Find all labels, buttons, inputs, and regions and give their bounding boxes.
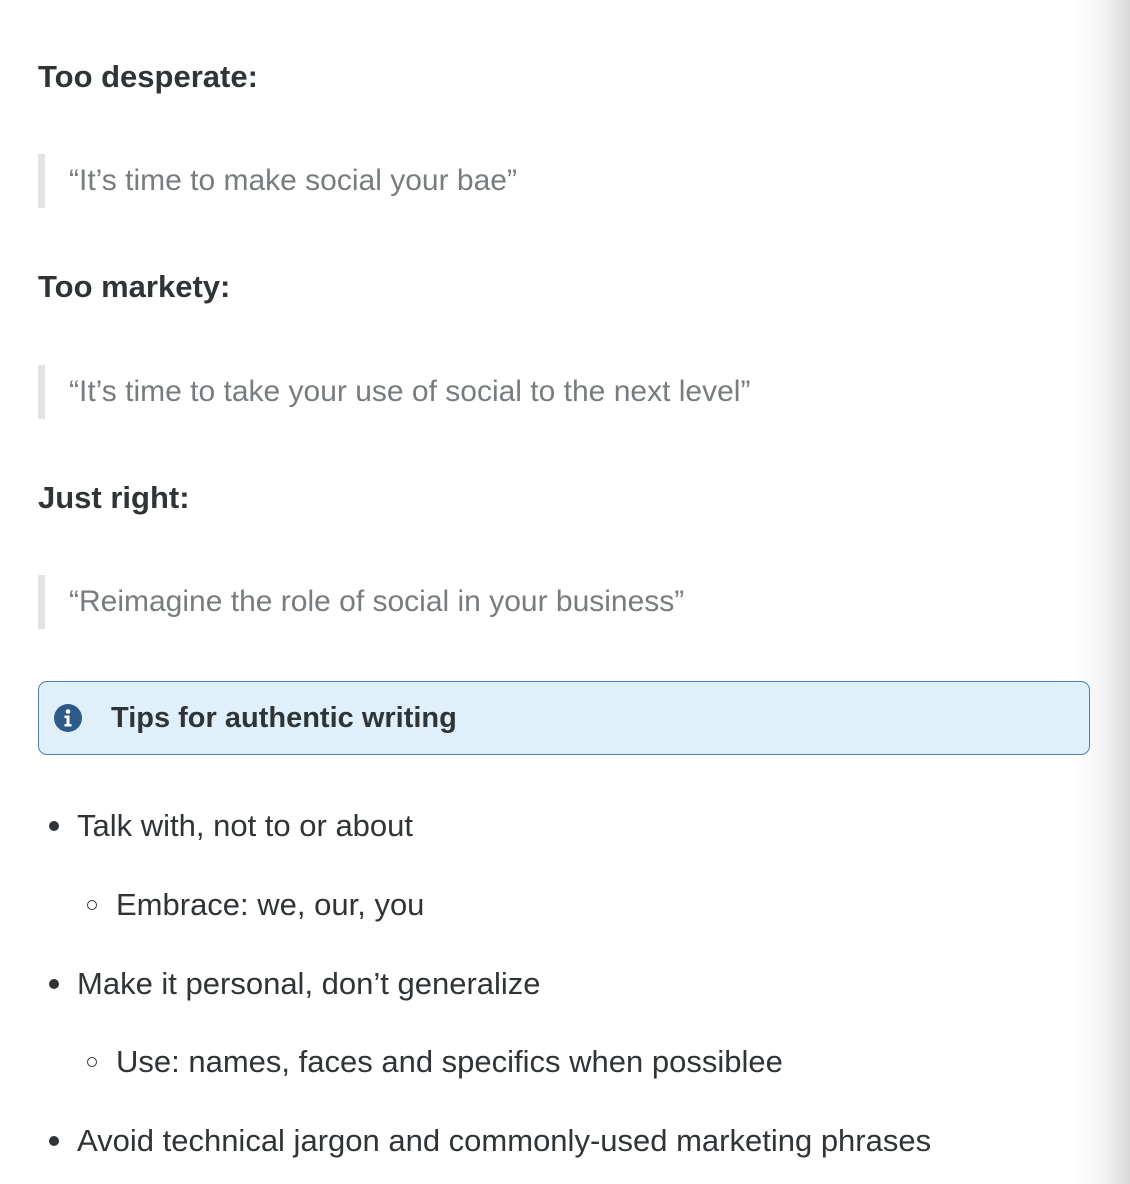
- page-edge-shadow: [1072, 0, 1130, 1184]
- bullet-dot-icon: [49, 979, 59, 989]
- heading-just-right: Just right:: [38, 480, 190, 515]
- blockquote-just-right: [38, 575, 684, 629]
- blockquote-too-markety: [38, 365, 750, 419]
- info-icon: [53, 703, 83, 733]
- blockquote-too-desperate: [38, 154, 517, 208]
- quote-text: “Reimagine the role of social in your business”: [69, 585, 685, 618]
- quote-text: “It’s time to take your use of social to the next level”: [69, 375, 751, 408]
- heading-too-desperate: Too desperate:: [38, 59, 258, 94]
- list-item-text: Talk with, not to or about: [77, 808, 414, 843]
- callout-title: Tips for authentic writing: [111, 702, 457, 734]
- bullet-dot-icon: [49, 821, 59, 831]
- hollow-bullet-icon: [87, 1057, 97, 1067]
- hollow-bullet-icon: [87, 900, 97, 910]
- list-item-text: Use: names, faces and specifics when possiblee: [116, 1044, 783, 1079]
- list-item-text: Avoid technical jargon and commonly-used marketing phrases: [77, 1123, 932, 1158]
- heading-too-markety: Too markety:: [38, 269, 231, 304]
- quote-text: “It’s time to make social your bae”: [69, 164, 517, 197]
- list-item-text: Embrace: we, our, you: [116, 887, 425, 922]
- list-item-text: Make it personal, don’t generalize: [77, 966, 541, 1001]
- info-callout: [38, 681, 1090, 755]
- bullet-dot-icon: [49, 1136, 59, 1146]
